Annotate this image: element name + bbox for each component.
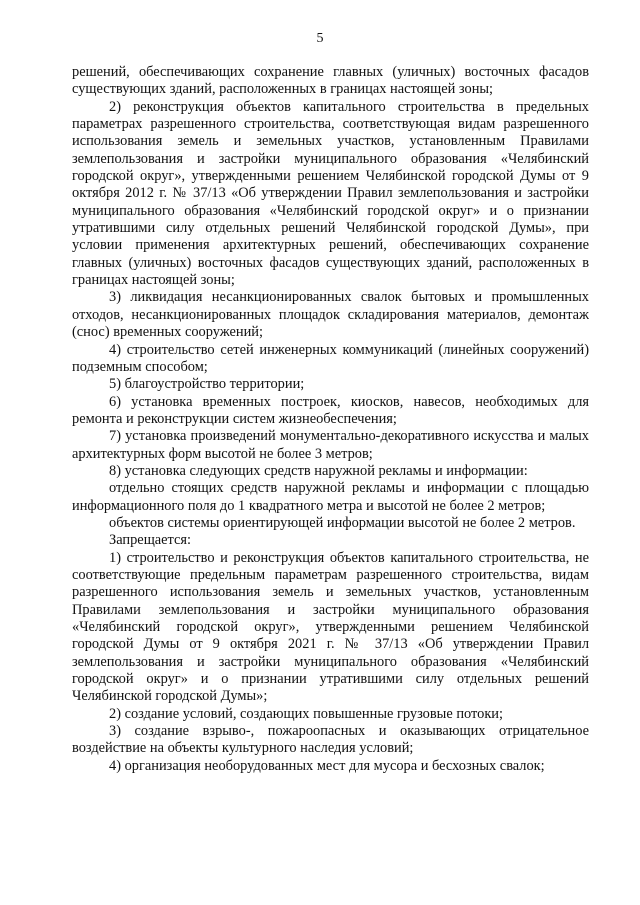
paragraph: 2) реконструкция объектов капитального строительства в предельных параметрах разрешенного строительства, соответствующая видам разрешенного использования земель и земельных участков, установленным Правилами землепользования и застройки муниципального образования «Челябинский городской округ», утвержденными решением Челябинской городской Думы от 9 октября 2012 г. № 37/13 «Об утверждении Правил землепользования и застройки муниципального образования «Челябинский городской округ» и о признании утратившими силу отдельных решений Челябинской городской Думы», при условии применения архитектурных решений, обеспечивающих сохранение главных (уличных) восточных фасадов существующих зданий, расположенных в границах настоящей зоны;	[72, 98, 589, 289]
document-body	[72, 64, 589, 775]
paragraph: отдельно стоящих средств наружной рекламы и информации с площадью информационного поля до 1 квадратного метра и высотой не более 2 метров;	[72, 480, 589, 514]
paragraph: 3) создание взрыво-, пожароопасных и оказывающих отрицательное воздействие на объекты культурного наследия условий;	[72, 723, 589, 757]
paragraph: 7) установка произведений монументально-декоративного искусства и малых архитектурных форм высотой не более 3 метров;	[72, 428, 589, 462]
paragraph: 8) установка следующих средств наружной рекламы и информации:	[109, 462, 528, 479]
paragraph: 2) создание условий, создающих повышенные грузовые потоки;	[109, 705, 504, 722]
paragraph: объектов системы ориентирующей информации высотой не более 2 метров.	[109, 514, 576, 531]
paragraph: 3) ликвидация несанкционированных свалок бытовых и промышленных отходов, несанкционированных площадок складирования материалов, демонтаж (снос) временных сооружений;	[72, 289, 589, 341]
paragraph: решений, обеспечивающих сохранение главных (уличных) восточных фасадов существующих зданий, расположенных в границах настоящей зоны;	[72, 64, 589, 98]
paragraph: Запрещается:	[109, 532, 192, 549]
page-number: 5	[316, 31, 324, 46]
paragraph: 1) строительство и реконструкция объектов капитального строительства, не соответствующие предельным параметрам разрешенного строительства, видам разрешенного использования земель и земельных участков, установленным Правилами землепользования и застройки муниципального образования «Челябинский городской округ», утвержденными решением Челябинской городской Думы от 9 октября 2021 г. № 37/13 «Об утверждении Правил землепользования и застройки муниципального образования «Челябинский городской округ» и о признании утратившими силу отдельных решений Челябинской городской Думы»;	[72, 549, 589, 705]
paragraph: 5) благоустройство территории;	[109, 376, 305, 393]
paragraph: 4) организация необорудованных мест для мусора и бесхозных свалок;	[109, 757, 545, 774]
paragraph: 6) установка временных построек, киосков, навесов, необходимых для ремонта и реконструкции систем жизнеобеспечения;	[72, 393, 589, 427]
paragraph: 4) строительство сетей инженерных коммуникаций (линейных сооружений) подземным способом;	[72, 341, 589, 375]
